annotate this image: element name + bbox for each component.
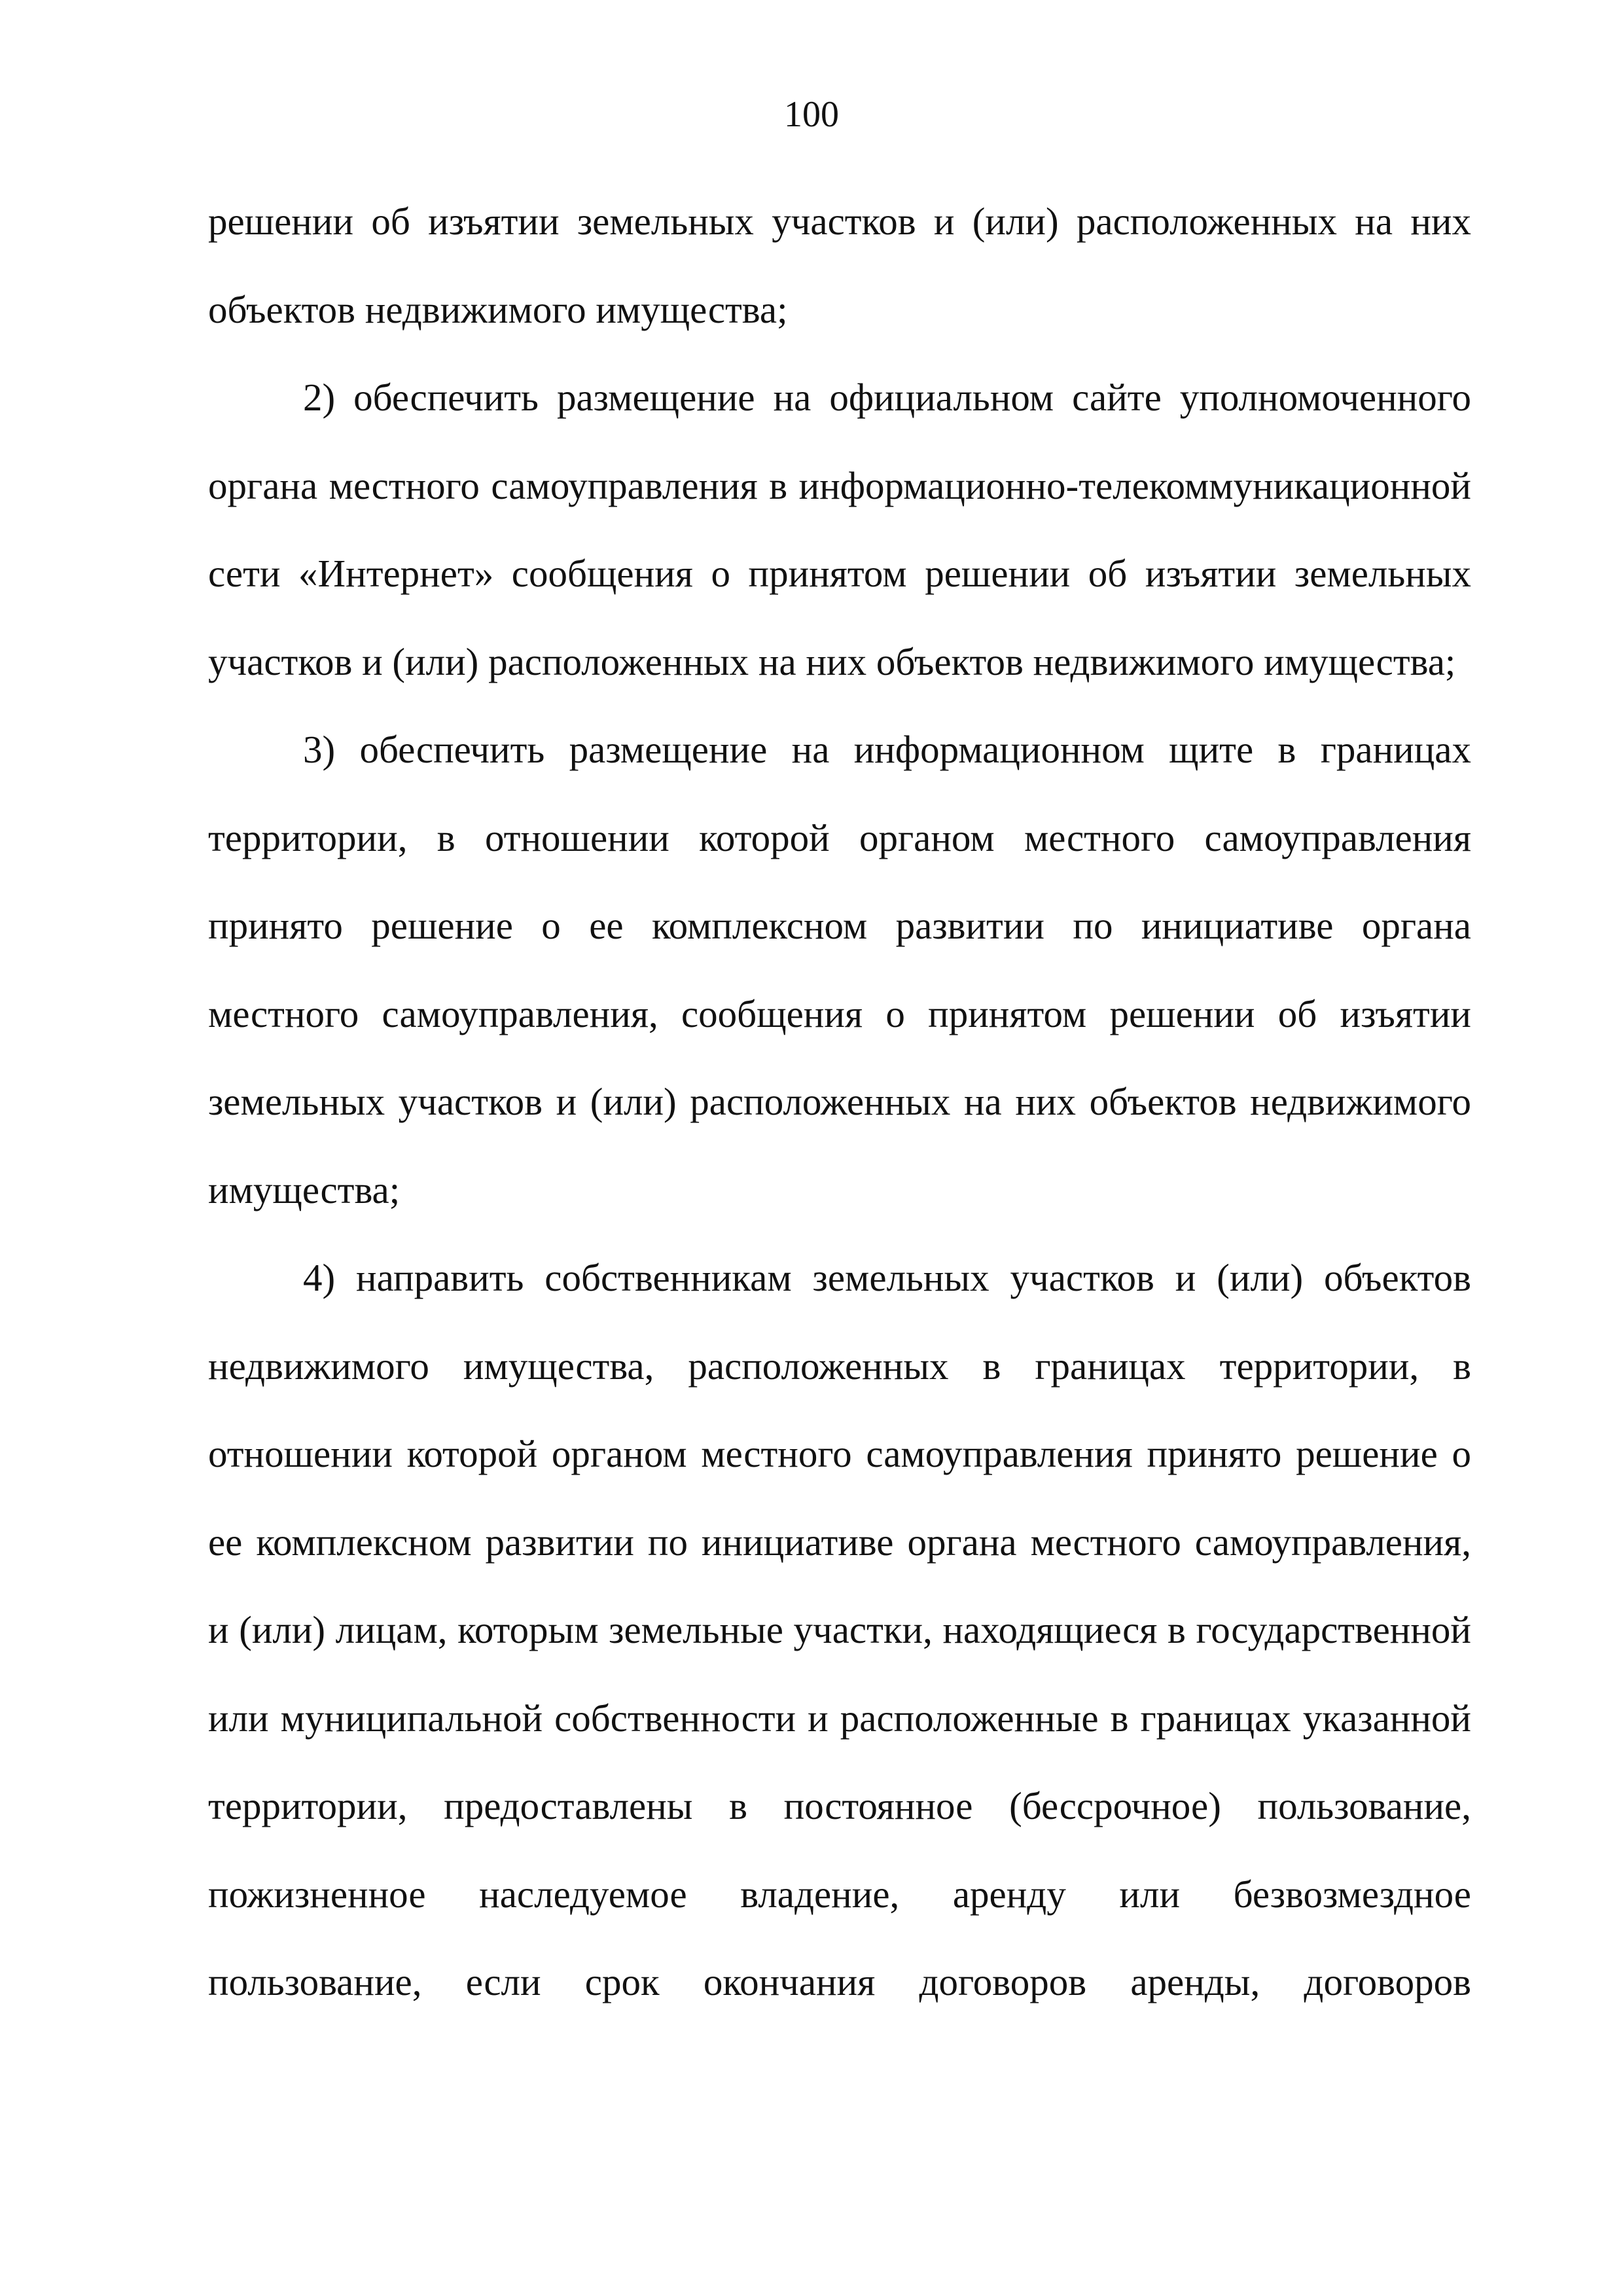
- document-body: [208, 177, 1471, 2026]
- paragraph-item-4: 4) направить собственникам земельных участков и (или) объектов недвижимого имущества, расположенных в границах территории, в отношении которой органом местного самоуправления принято решение о ее комплексном развитии по инициативе органа местного самоуправления, и (или) лицам, которым земельные участки, находящиеся в государственной или муниципальной собственности и расположенные в границах указанной территории, предоставлены в постоянное (бессрочное) пользование, пожизненное наследуемое владение, аренду или безвозмездное пользование, если срок окончания договоров аренды, договоров: [208, 1256, 1471, 2003]
- paragraph-item-3: 3) обеспечить размещение на информационном щите в границах территории, в отношении которой органом местного самоуправления принято решение о ее комплексном развитии по инициативе органа местного самоуправления, сообщения о принятом решении об изъятии земельных участков и (или) расположенных на них объектов недвижимого имущества;: [208, 728, 1471, 1211]
- page-number: 100: [784, 94, 839, 135]
- paragraph-item-2: 2) обеспечить размещение на официальном сайте уполномоченного органа местного самоуправления в информационно-телекоммуникационной сети «Интернет» сообщения о принятом решении об изъятии земельных участков и (или) расположенных на них объектов недвижимого имущества;: [208, 376, 1471, 683]
- paragraph-continuation: решении об изъятии земельных участков и (или) расположенных на них объектов недвижимого имущества;: [208, 200, 1471, 331]
